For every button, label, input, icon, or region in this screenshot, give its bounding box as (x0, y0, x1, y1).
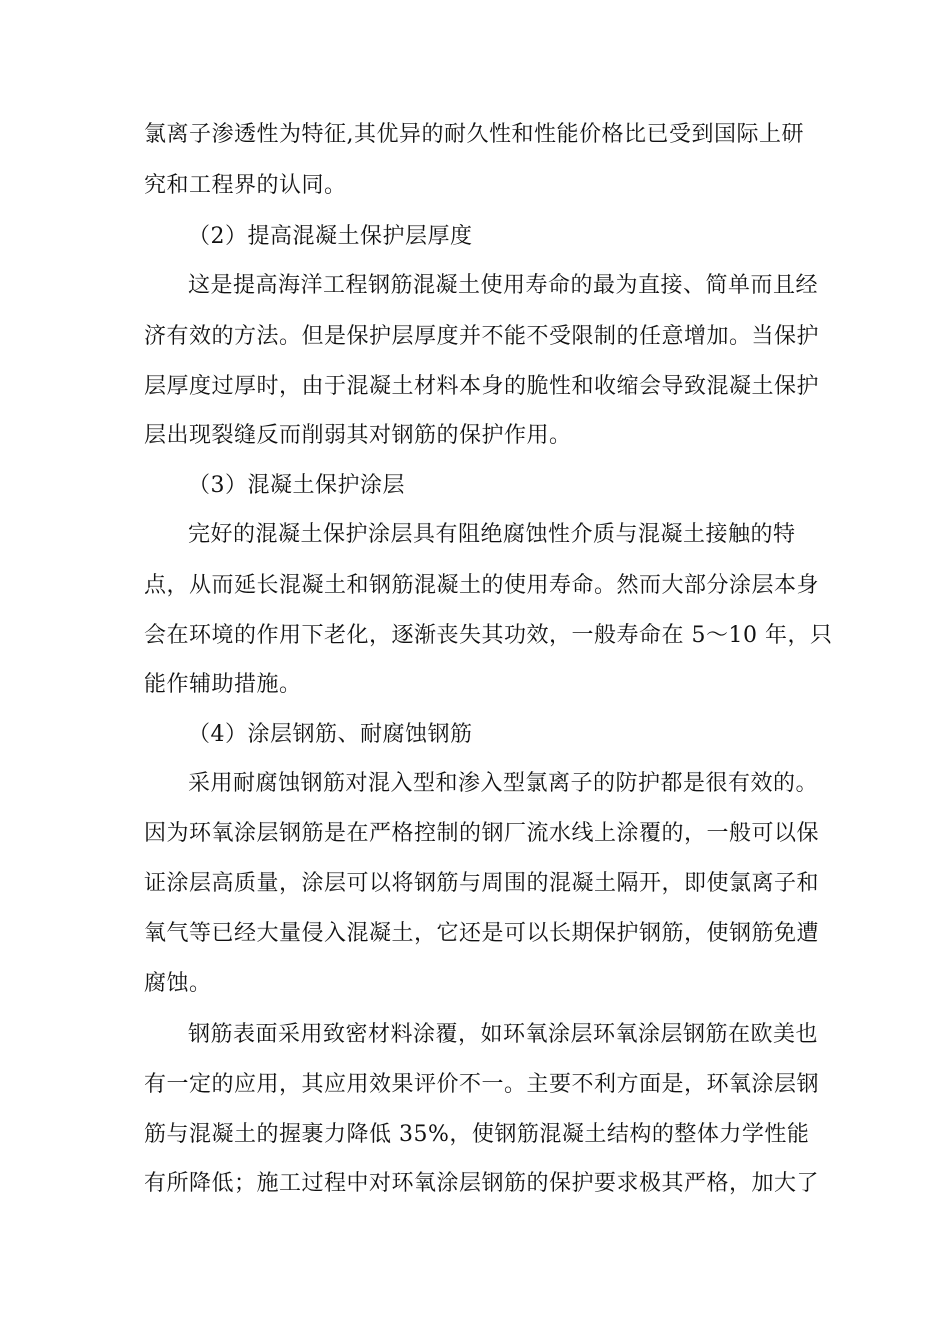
section-heading-4: （4）涂层钢筋、耐腐蚀钢筋 (188, 722, 473, 747)
paragraph-line: 能作辅助措施。 (144, 672, 302, 697)
paragraph-line: 有一定的应用，其应用效果评价不一。主要不利方面是，环氧涂层钢 (144, 1072, 820, 1097)
section-heading-3: （3）混凝土保护涂层 (188, 473, 405, 498)
paragraph-line: 采用耐腐蚀钢筋对混入型和渗入型氯离子的防护都是很有效的。 (188, 771, 819, 796)
paragraph-line: 究和工程界的认同。 (144, 173, 347, 198)
paragraph-line: 钢筋表面采用致密材料涂覆，如环氧涂层环氧涂层钢筋在欧美也 (188, 1022, 819, 1047)
paragraph-line: 点，从而延长混凝土和钢筋混凝土的使用寿命。然而大部分涂层本身 (144, 573, 820, 598)
paragraph-line: 会在环境的作用下老化，逐渐丧失其功效，一般寿命在 5～10 年，只 (144, 623, 833, 648)
paragraph-line: 层出现裂缝反而削弱其对钢筋的保护作用。 (144, 423, 572, 448)
section-heading-2: （2）提高混凝土保护层厚度 (188, 224, 473, 249)
paragraph-line: 这是提高海洋工程钢筋混凝土使用寿命的最为直接、简单而且经 (188, 273, 819, 298)
paragraph-line: 济有效的方法。但是保护层厚度并不能不受限制的任意增加。当保护 (144, 324, 820, 349)
paragraph-line: 完好的混凝土保护涂层具有阻绝腐蚀性介质与混凝土接触的特 (188, 522, 796, 547)
paragraph-line: 氯离子渗透性为特征,其优异的耐久性和性能价格比已受到国际上研 (144, 122, 804, 147)
paragraph-line: 筋与混凝土的握裹力降低 35%，使钢筋混凝土结构的整体力学性能 (144, 1122, 810, 1147)
paragraph-line: 层厚度过厚时，由于混凝土材料本身的脆性和收缩会导致混凝土保护 (144, 374, 820, 399)
paragraph-line: 因为环氧涂层钢筋是在严格控制的钢厂流水线上涂覆的，一般可以保 (144, 821, 820, 846)
paragraph-line: 有所降低；施工过程中对环氧涂层钢筋的保护要求极其严格，加大了 (144, 1171, 820, 1196)
paragraph-line: 氧气等已经大量侵入混凝土，它还是可以长期保护钢筋，使钢筋免遭 (144, 921, 820, 946)
paragraph-line: 证涂层高质量，涂层可以将钢筋与周围的混凝土隔开，即使氯离子和 (144, 871, 820, 896)
paragraph-line: 腐蚀。 (144, 971, 212, 996)
